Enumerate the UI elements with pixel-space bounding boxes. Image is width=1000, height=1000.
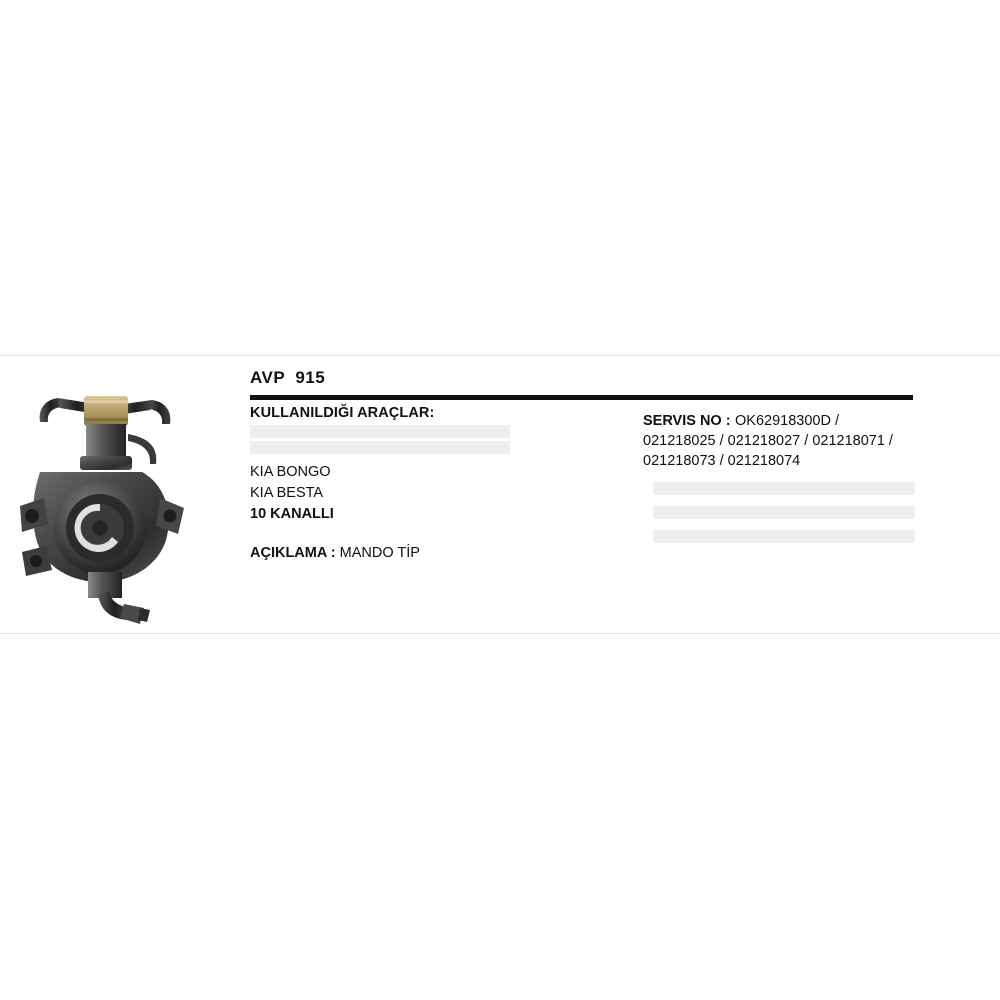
vehicles-column — [250, 405, 510, 561]
description-row — [250, 545, 510, 561]
list-item: KIA BESTA — [250, 485, 324, 501]
product-image — [0, 356, 232, 633]
service-number-row — [643, 411, 915, 471]
header-rule — [250, 395, 913, 400]
placeholder-bars-left — [250, 425, 510, 454]
list-item: 10 KANALLI — [250, 506, 334, 522]
placeholder-bar — [653, 482, 915, 495]
service-number-value: OK62918300D / 021218025 / 021218027 / 021218071 / 021218073 / 021218074 — [643, 413, 893, 469]
service-number-label: SERVIS NO : — [643, 413, 731, 429]
vacuum-pump-illustration — [0, 356, 232, 633]
vehicles-heading: KULLANILDIĞI ARAÇLAR: — [250, 405, 435, 421]
service-column — [643, 411, 915, 543]
list-item: KIA BONGO — [250, 464, 331, 480]
placeholder-bar — [653, 530, 915, 543]
placeholder-bar — [250, 425, 510, 438]
description-value: MANDO TİP — [339, 545, 420, 561]
product-code: AVP 915 — [250, 368, 326, 387]
vehicle-list — [250, 462, 510, 525]
placeholder-bar — [653, 506, 915, 519]
product-card — [0, 355, 1000, 634]
placeholder-bar — [250, 441, 510, 454]
description-label: AÇIKLAMA : — [250, 545, 336, 561]
